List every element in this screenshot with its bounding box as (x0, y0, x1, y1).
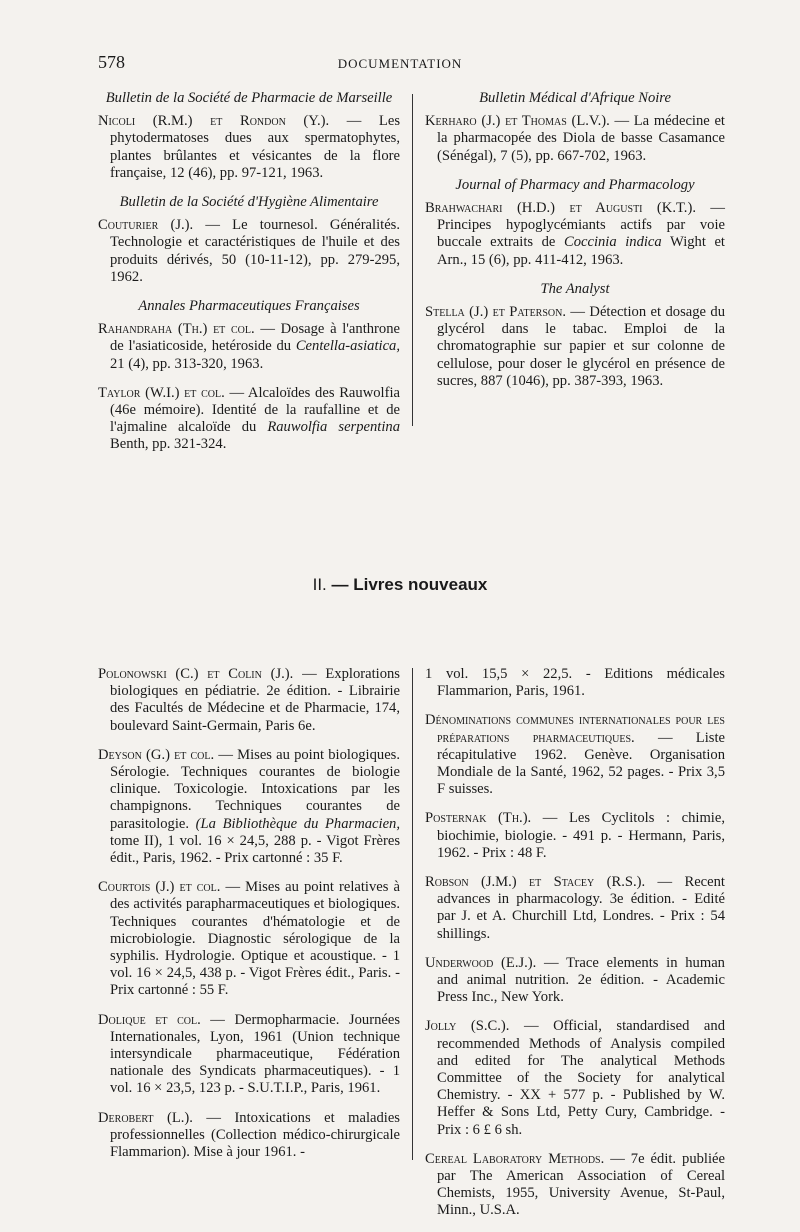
bibliography-entry (425, 304, 725, 390)
entry-text: — Explorations biologiques en pédiatrie. 2e édition. - Librairie des Facultés de Médecine et de Pharmacie, 174, boulevard Saint-Germain, Paris 6e. (110, 666, 400, 734)
entry-text: — Principes hypoglycémiants actifs par voie buccale extraits de (437, 200, 725, 251)
entry-text: — Alcaloïdes des Rauwolfia (46e mémoire). Identité de la raufalline et de l'ajmaline alcaloïde du (110, 384, 400, 436)
entry-authors: Stella (J.) et Paterson. (425, 304, 567, 321)
bibliography-entry (98, 321, 400, 373)
entry-italic: Coccinia indica (563, 234, 662, 251)
entry-text: — Dermopharmacie. Journées Internationales, Lyon, 1961 (Union technique intersyndicale pharmaceutique, Fédération nationale des Syndicats pharmaceutiques). - 1 vol. 16 × 23,5, 123 p. - S.U.T.I.P., Paris, 1961. (110, 1011, 400, 1097)
entry-text: — Mises au point biologiques. Sérologie. Techniques courantes de biologie clinique. Toxicologie. Intoxications par les champignons. Techniques courantes de parasitologie. (110, 746, 401, 832)
bibliography-entry (98, 1110, 400, 1162)
entry-authors: Jolly (S.C.). (425, 1018, 510, 1035)
entry-text-continued: Benth, pp. 321-324. (110, 436, 227, 453)
entry-italic: (La Bibliothèque du Pharmacien, (195, 815, 400, 832)
entry-text: 1 vol. 15,5 × 22,5. - Editions médicales Flammarion, Paris, 1961. (425, 666, 725, 700)
entry-authors: Robson (J.M.) et Stacey (R.S.). (425, 874, 646, 891)
entry-authors: Courtois (J.) et col. (98, 879, 221, 896)
section-dash: — (326, 575, 354, 594)
entry-authors: Dénominations communes internationales pour les préparations pharmaceutiques. (425, 712, 725, 746)
bibliography-entry (425, 955, 725, 1007)
column-bottom-left (98, 666, 400, 1173)
entry-authors: Derobert (L.). (98, 1109, 193, 1126)
bibliography-entry (425, 1018, 725, 1138)
entry-text: — Official, standardised and recommended Methods of Analysis compiled and edited for The analytical Methods Committee of the Society for analytical Chemistry. - XX + 577 p. - Published by W. Heffer & Sons Ltd, Petty Cury, Cambridge. - Prix : 6 £ 6 sh. (437, 1018, 725, 1138)
entry-text: — Dosage à l'anthrone de l'asiaticoside, hetéroside du (110, 321, 400, 355)
journal-title: Bulletin de la Société de Pharmacie de Marseille (105, 90, 393, 106)
entry-authors: Couturier (J.). (98, 217, 194, 234)
bibliography-entry (425, 712, 725, 798)
journal-title: Bulletin Médical d'Afrique Noire (479, 90, 671, 106)
column-divider-bottom (412, 668, 413, 1160)
journal-title: Annales Pharmaceutiques Françaises (138, 298, 360, 315)
entry-text: — 7e édit. publiée par The American Association of Cereal Chemists, 1955, University Avenue, St-Paul, Minn., U.S.A. (437, 1150, 725, 1219)
entry-text: — Recent advances in pharmacology. 3e édition. - Edité par J. et A. Churchill Ltd, Londres. - Prix : 54 shillings. (437, 874, 725, 942)
bibliography-entry (98, 666, 400, 735)
bibliography-entry (98, 385, 400, 454)
bibliography-entry (98, 217, 400, 286)
entry-text: — Le tournesol. Généralités. Technologie et caractéristiques de l'huile et des produits dérivés, 50 (10-11-12), pp. 279-295, 1962. (110, 217, 401, 285)
journal-title: The Analyst (540, 280, 610, 297)
entry-authors: Brahwachari (H.D.) et Augusti (K.T.). (425, 200, 696, 217)
entry-authors: Underwood (E.J.). (425, 954, 537, 971)
journal-title: Journal of Pharmacy and Pharmacology (455, 176, 695, 193)
entry-text: — Intoxications et maladies professionnelles (Collection médico-chirurgicale Flammarion). Mise à jour 1961. - (110, 1109, 400, 1161)
entry-authors: Polonowski (C.) et Colin (J.). (98, 666, 294, 682)
bibliography-entry (98, 879, 400, 999)
entry-authors: Nicoli (R.M.) et Rondon (Y.). (98, 113, 330, 130)
entry-text: — Liste récapitulative 1962. Genève. Organisation Mondiale de la Santé, 1962, 52 pages. - Prix 3,5 F suisses. (437, 729, 725, 798)
entry-italic: Rauwolfia serpentina (267, 419, 401, 436)
bibliography-entry (425, 666, 725, 700)
entry-authors: Cereal Laboratory Methods. (425, 1150, 605, 1167)
bibliography-entry (98, 113, 400, 182)
entry-authors: Deyson (G.) et col. (98, 746, 215, 763)
column-top-left (98, 90, 400, 466)
entry-text: — Détection et dosage du glycérol dans le tabac. Emploi de la chromatographie sur papier et sur colonne de cellulose, pour doser le glycérol en présence de sucres, 887 (1046), pp. 387-393, 1963. (437, 304, 725, 389)
entry-text-continued: Wight et Arn., 15 (6), pp. 411-412, 1963. (437, 234, 725, 268)
column-top-right (425, 90, 725, 402)
bibliography-entry (98, 1012, 400, 1098)
entry-authors: Kerharo (J.) et Thomas (L.V.). (425, 113, 610, 130)
bibliography-entry (425, 113, 725, 165)
entry-text: — Les phytodermatoses dues aux spermatophytes, plantes brûlantes et vésicantes de la flore française, 12 (46), pp. 97-121, 1963. (110, 113, 400, 181)
entry-italic: Centella-asiatica, (295, 338, 400, 355)
entry-text: — Mises au point relatives à des activités parapharmaceutiques et biologiques. Techniques courantes d'hématologie et de microbiologie. Diagnostic sérologique de la syphilis. Hydrologie. Optique et acoustique. - 1 vol. 16 × 24,5, 438 p. - Vigot Frères édit., Paris. - Prix cartonné : 55 F. (110, 879, 400, 999)
bibliography-entry (425, 874, 725, 943)
entry-text: — Les Cyclitols : chimie, biochimie, biologie. - 491 p. - Hermann, Paris, 1962. - Prix : 48 F. (437, 810, 725, 861)
entry-authors: Posternak (Th.). (425, 810, 532, 827)
section-number: II. (312, 575, 327, 594)
column-divider-top (412, 94, 413, 426)
entry-authors: Dolique et col. (98, 1011, 201, 1028)
page-number: 578 (98, 52, 125, 72)
entry-text: — Trace elements in human and animal nutrition. 2e édition. - Academic Press Inc., New York. (437, 954, 725, 1006)
section-heading (0, 575, 800, 595)
entry-text: — La médecine et la pharmacopée des Diola de basse Casamance (Sénégal), 7 (5), pp. 667-702, 1963. (437, 113, 725, 164)
bibliography-entry (98, 747, 400, 867)
column-bottom-right (425, 666, 725, 1232)
bibliography-entry (425, 810, 725, 862)
entry-authors: Rahandraha (Th.) et col. (98, 321, 255, 338)
entry-authors: Taylor (W.I.) et col. (98, 384, 225, 401)
entry-text-continued: tome II), 1 vol. 16 × 24,5, 288 p. - Vigot Frères édit., Paris, 1962. - Prix cartonné : 35 F. (110, 832, 400, 867)
running-head: DOCUMENTATION (337, 56, 463, 71)
entry-text-continued: 21 (4), pp. 313-320, 1963. (110, 355, 264, 372)
bibliography-entry (425, 1151, 725, 1220)
section-title: Livres nouveaux (353, 575, 488, 594)
journal-title: Bulletin de la Société d'Hygiène Alimentaire (119, 194, 379, 211)
bibliography-entry (425, 200, 725, 269)
